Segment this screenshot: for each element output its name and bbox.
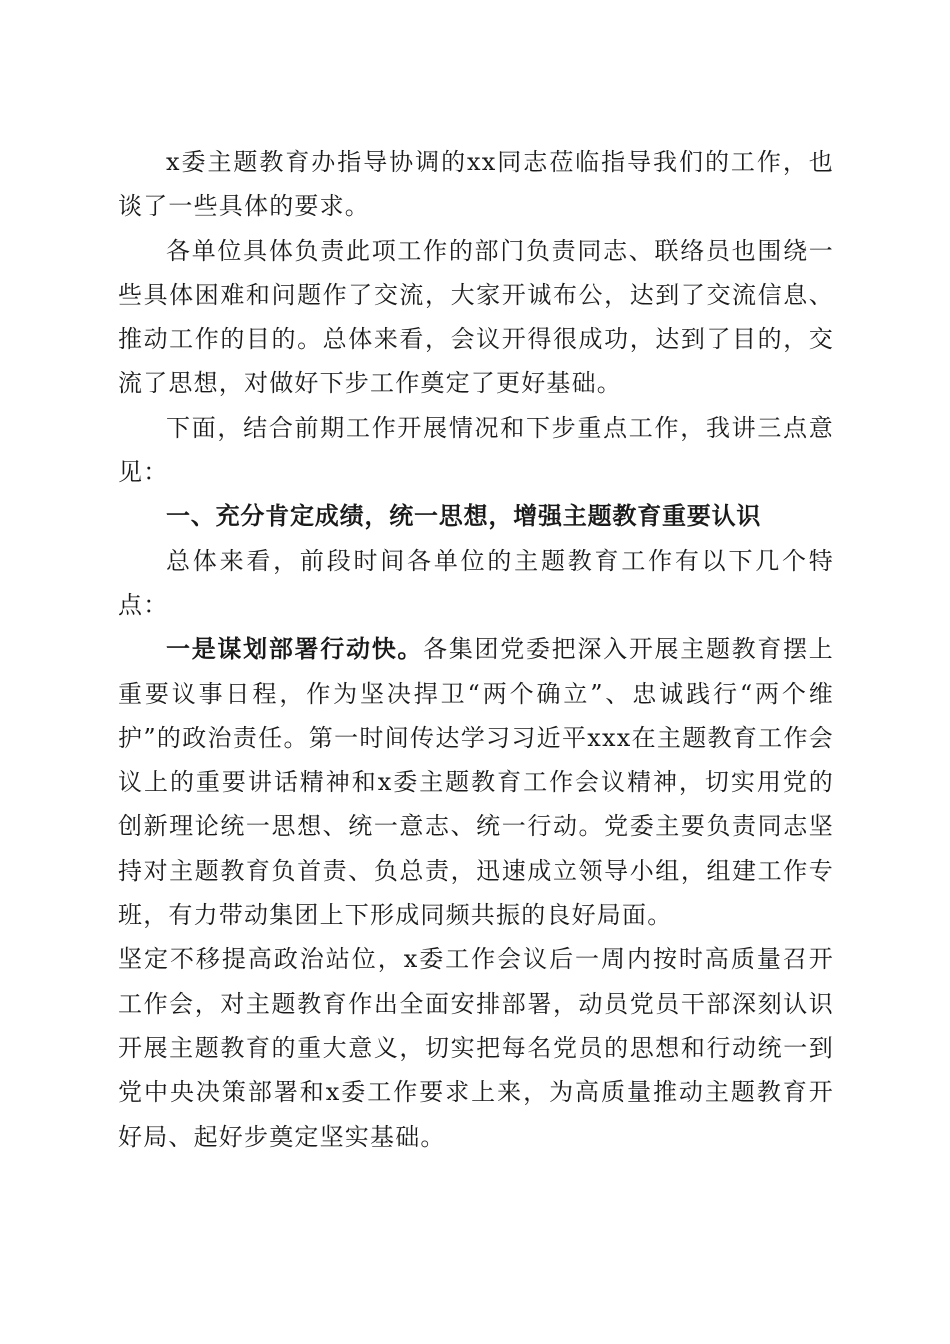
section-heading: 一、充分肯定成绩，统一思想，增强主题教育重要认识 [166, 502, 762, 531]
paragraph-point-one [118, 627, 834, 937]
point-one-body: 各集团党委把深入开展主题教育摆上重要议事日程，作为坚决捍卫“两个确立”、忠诚践行“两个维护”的政治责任。第一时间传达学习习近平xxx在主题教育工作会议上的重要讲话精神和x委主题教育工作会议精神，切实用党的创新理论统一思想、统一意志、统一行动。党委主要负责同志坚持对主题教育负首责、负总责，迅速成立领导小组，组建工作专班，有力带动集团上下形成同频共振的良好局面。 [118, 635, 835, 930]
paragraph-closing: 坚定不移提高政治站位，x委工作会议后一周内按时高质量召开工作会，对主题教育作出全面安排部署，动员党员干部深刻认识开展主题教育的重大意义，切实把每名党员的思想和行动统一到党中央决策部署和x委工作要求上来，为高质量推动主题教育开好局、起好步奠定坚实基础。 [118, 945, 834, 1151]
paragraph-intro: 总体来看，前段时间各单位的主题教育工作有以下几个特点： [118, 546, 834, 619]
point-one-lead: 一是谋划部署行动快。 [166, 635, 424, 664]
document-body [118, 140, 834, 1159]
paragraph-transition: 下面，结合前期工作开展情况和下步重点工作，我讲三点意见： [118, 413, 834, 487]
paragraph-opening: x委主题教育办指导协调的xx同志莅临指导我们的工作，也谈了一些具体的要求。 [118, 148, 834, 221]
paragraph-exchange: 各单位具体负责此项工作的部门负责同志、联络员也围绕一些具体困难和问题作了交流，大家开诚布公，达到了交流信息、推动工作的目的。总体来看，会议开得很成功，达到了目的，交流了思想，对做好下步工作奠定了更好基础。 [118, 236, 834, 398]
